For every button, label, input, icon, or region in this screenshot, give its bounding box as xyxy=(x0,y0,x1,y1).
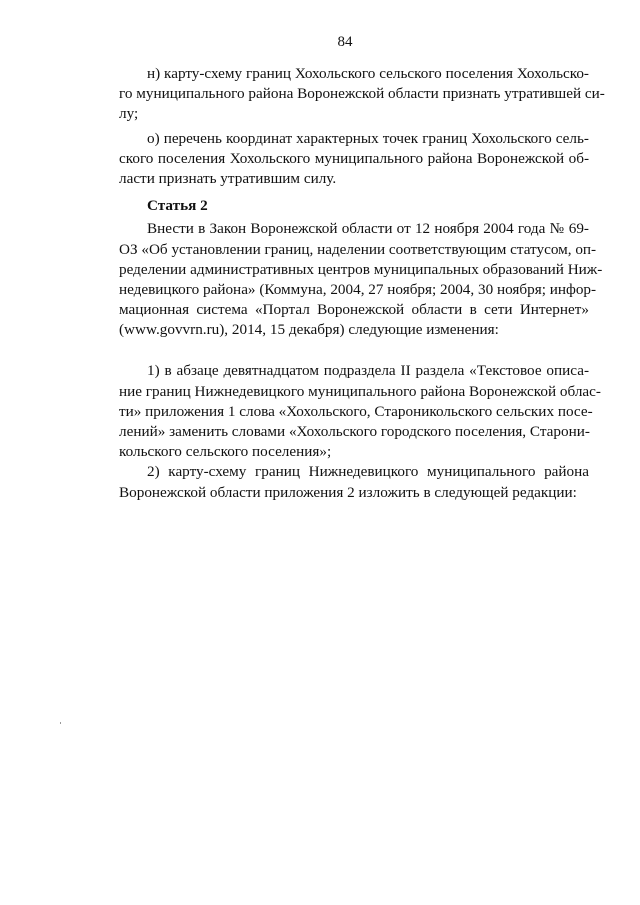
text-line: ОЗ «Об установлении границ, наделении соответствующим статусом, оп- xyxy=(119,240,597,258)
text-line: о) перечень координат характерных точек границ Хохольского сель- xyxy=(147,129,589,147)
amendment-item-2 xyxy=(119,462,589,502)
text-line: Воронежской области приложения 2 изложить в следующей редакции: xyxy=(119,483,577,501)
text-line: недевицкого района» (Коммуна, 2004, 27 ноября; 2004, 30 ноября; инфор- xyxy=(119,280,597,298)
text-line: 2) карту-схему границ Нижнедевицкого муниципального района xyxy=(147,463,589,481)
text-line: ского поселения Хохольского муниципального района Воронежской об- xyxy=(119,149,589,167)
page-number: 84 xyxy=(337,34,353,50)
text-line: ние границ Нижнедевицкого муниципального района Воронежской облас- xyxy=(119,382,601,400)
text-line: (www.govvrn.ru), 2014, 15 декабря) следующие изменения: xyxy=(119,321,499,339)
document-body xyxy=(119,64,605,503)
text-line: лу; xyxy=(119,105,139,123)
text-line: кольского сельского поселения»; xyxy=(119,443,332,461)
paragraph-n xyxy=(119,64,605,125)
text-line: ласти признать утратившим силу. xyxy=(119,169,337,187)
paragraph-o xyxy=(119,129,589,190)
text-line: ти» приложения 1 слова «Хохольского, Староникольского сельских посе- xyxy=(119,402,593,420)
scan-speck xyxy=(60,722,61,724)
text-line: 1) в абзаце девятнадцатом подраздела II раздела «Текстовое описа- xyxy=(147,362,589,380)
article-heading: Статья 2 xyxy=(147,197,208,215)
text-line: ределении административных центров муниципальных образований Ниж- xyxy=(119,260,603,278)
text-line: н) карту-схему границ Хохольского сельского поселения Хохольско- xyxy=(147,65,589,82)
amendment-item-1 xyxy=(119,361,601,462)
article-intro xyxy=(119,219,603,340)
text-line: Внести в Закон Воронежской области от 12 ноября 2004 года № 69- xyxy=(147,220,589,238)
text-line: мационная система «Портал Воронежской области в сети Интернет» xyxy=(119,301,589,319)
text-line: лений» заменить словами «Хохольского городского поселения, Старони- xyxy=(119,423,590,440)
text-line: го муниципального района Воронежской области признать утратившей си- xyxy=(119,85,605,103)
